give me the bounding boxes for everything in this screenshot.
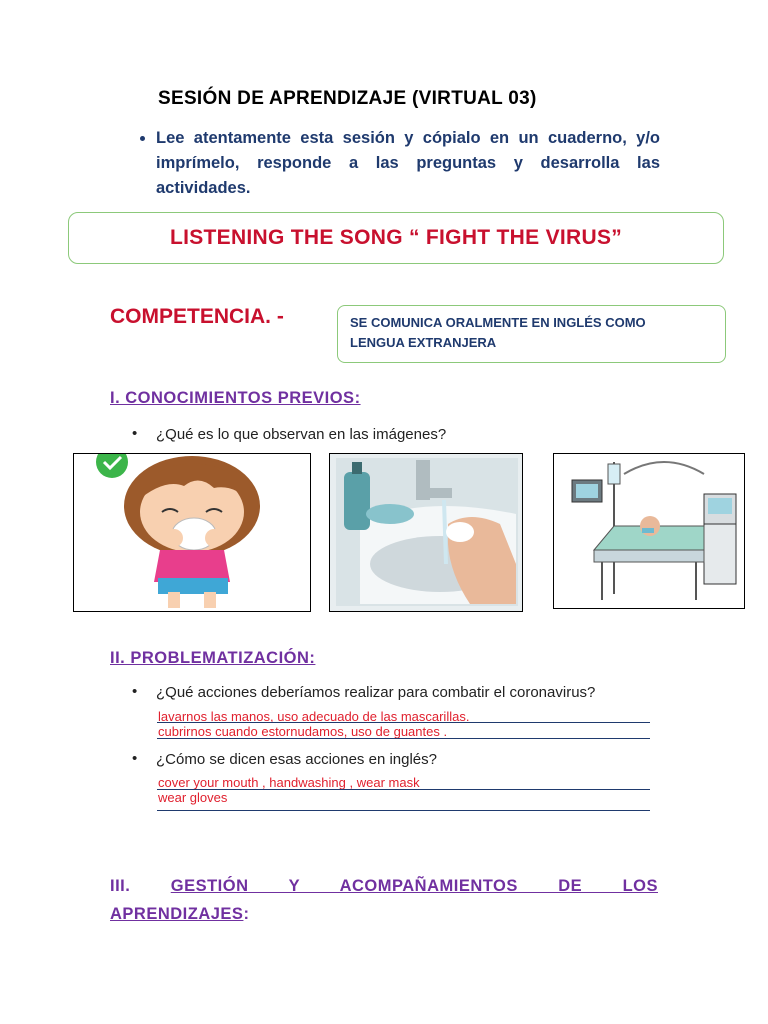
answer-1-line-2: cubrirnos cuando estornudamos, uso de guantes . — [158, 724, 448, 739]
section-1-heading: I. CONOCIMIENTOS PREVIOS: — [110, 389, 361, 407]
sneezing-child-illustration — [74, 454, 311, 612]
section-3-title-part2: APRENDIZAJES — [110, 905, 244, 923]
competencia-box — [337, 305, 726, 363]
answer-1-underline-2 — [157, 738, 650, 739]
answer-2-underline-1 — [157, 789, 650, 790]
competencia-label: COMPETENCIA. - — [110, 305, 284, 328]
section-3-title-part1: GESTIÓN Y ACOMPAÑAMIENTOS DE LOS — [170, 877, 658, 895]
answer-2-line-1: cover your mouth , handwashing , wear mask — [158, 775, 420, 790]
hospital-patient-image — [553, 453, 745, 609]
section-2-heading: II. PROBLEMATIZACIÓN: — [110, 649, 316, 667]
song-title: LISTENING THE SONG “ FIGHT THE VIRUS” — [169, 226, 623, 249]
section-3-heading — [110, 872, 658, 928]
handwashing-image — [329, 453, 523, 612]
answer-1-line-1: lavarnos las manos, uso adecuado de las mascarillas. — [158, 709, 470, 724]
competencia-text-line1: SE COMUNICA ORALMENTE EN INGLÉS COMO — [350, 315, 646, 330]
competencia-text-line2: LENGUA EXTRANJERA — [350, 335, 497, 350]
section-2-question-2: • ¿Cómo se dicen esas acciones en inglés? — [156, 751, 437, 768]
page-title: SESIÓN DE APRENDIZAJE (VIRTUAL 03) — [158, 88, 537, 109]
handwashing-illustration — [330, 454, 523, 612]
section-2-question-1: • ¿Qué acciones deberíamos realizar para combatir el coronavirus? — [156, 684, 595, 701]
song-title-box — [68, 212, 724, 264]
answer-2-underline-2 — [157, 810, 650, 811]
instruction-text: • Lee atentamente esta sesión y cópialo en un cuaderno, y/o imprímelo, responde a las preguntas y desarrolla las actividades. — [156, 126, 660, 201]
hospital-patient-illustration — [554, 454, 745, 609]
section-3-number: III. — [110, 877, 131, 895]
answer-2-line-2: wear gloves — [158, 790, 228, 805]
instruction-paragraph — [132, 126, 660, 201]
answer-1-underline-1 — [157, 722, 650, 723]
sneezing-child-image — [73, 453, 311, 612]
section-3-colon: : — [243, 905, 250, 923]
section-1-question: • ¿Qué es lo que observan en las imágenes? — [156, 426, 446, 443]
